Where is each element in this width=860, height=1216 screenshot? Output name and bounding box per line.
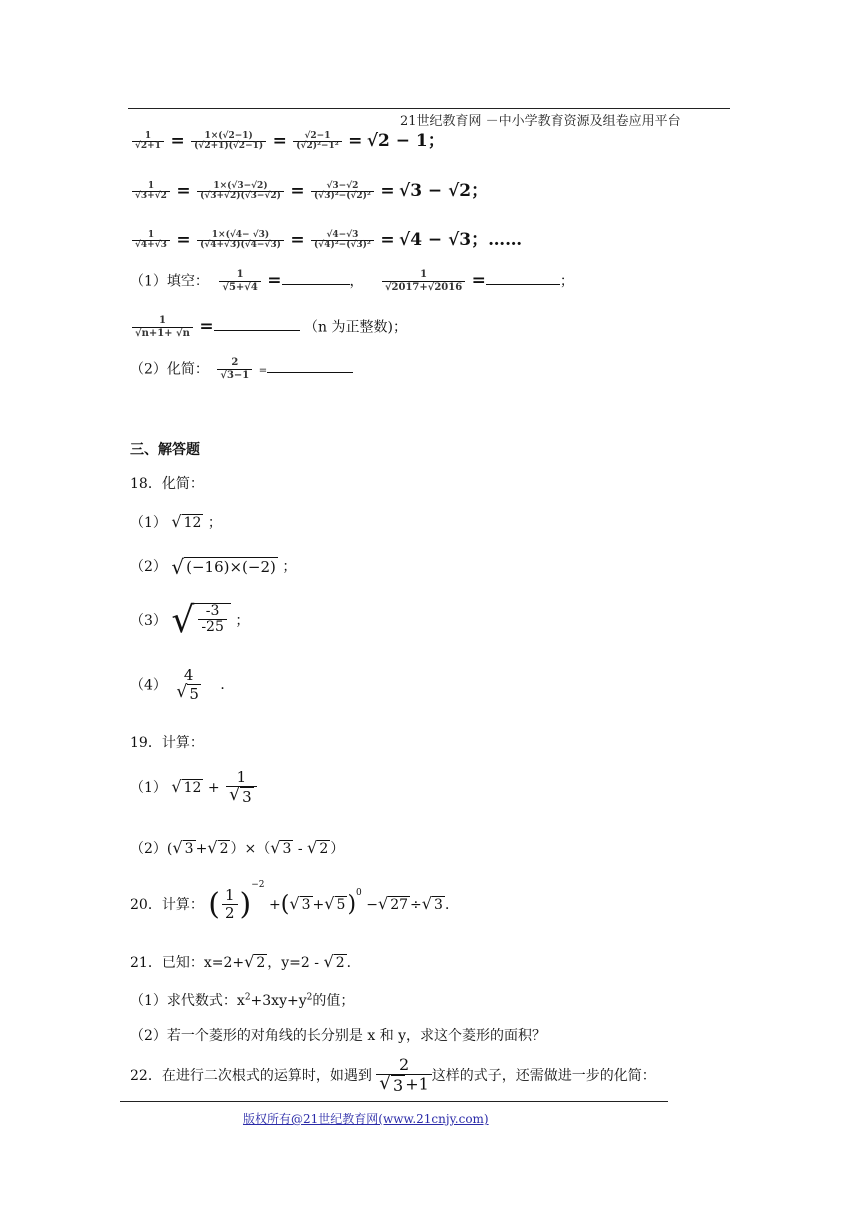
fill-in-line-2: $\frac{1}{√n+1+ √n}$ = （n 为正整数)； xyxy=(130,316,407,339)
fraction: $\frac{√2-1}{\text{(√2)²−1²}}$ xyxy=(293,132,341,152)
simplify-line: （2）化简： $\frac{2}{√3-1}$ = xyxy=(130,358,353,381)
answer-blank[interactable] xyxy=(214,330,300,331)
fraction: $\frac{1}{√2+1}$ xyxy=(132,132,164,152)
example-row-2: $\frac{1}{√3+√2}$ = $\frac{1\times(√3-√2)}{(√3+√2)(√3-√2)}$ = $\frac{√3-√2}{\text{(√3)²−(√2)²}}$ = √3 − √2； xyxy=(130,176,488,202)
q18-title: 18．化简： xyxy=(130,476,204,492)
answer-blank[interactable] xyxy=(267,372,353,373)
radical: √ $\frac{-3}{-25}$ xyxy=(171,603,231,639)
header-text: 21世纪教育网 －中小学教育资源及组卷应用平台 xyxy=(400,114,681,129)
footer-rule xyxy=(120,1101,668,1102)
answer-blank[interactable] xyxy=(486,284,560,285)
q22-text: 22．在进行二次根式的运算时，如遇到 2 √ 3 +1 这样的式子，还需做进一步的化简： xyxy=(130,1055,656,1095)
section-title: 三、解答题 xyxy=(130,442,200,458)
q20-expression: 20．计算： ( $\frac{1}{2}$ )$^{-2}$ +( √ 3 + √ 5 )$^0$ − √ 27 ÷ √ 3 ． xyxy=(130,880,459,923)
result: √4 − √3；…… xyxy=(399,230,523,250)
fraction: $\frac{1\times(√2-1)}{(√2+1)(√2-1)}$ xyxy=(191,132,266,152)
q19-title: 19．计算： xyxy=(130,735,204,751)
q19-part-1: （1） √ 12 + 1 √ 3 xyxy=(130,770,259,806)
footer-link[interactable]: 版权所有@21世纪教育网(www.21cnjy.com) xyxy=(243,1112,489,1126)
q18-part-1: （1） √ 12 ； xyxy=(130,512,222,532)
q19-part-2: （2）( √ 3 + √ 2 ）×（ √ 3 - √ 2 ） xyxy=(130,838,345,858)
fill-in-line-1: （1）填空： $\frac{1}{√5+√4}$ = ， $\frac{1}{√2017+√2016}$ = ； xyxy=(130,269,574,293)
result: √3 − √2； xyxy=(399,181,489,201)
q21-part-1: （1）求代数式：$x^2+3xy+y^2$的值； xyxy=(130,992,355,1009)
radical: √ 12 xyxy=(171,512,202,532)
q21-given: 21．已知：x=2+ √ 2 ，y=2 - √ 2 ． xyxy=(130,952,361,972)
answer-blank[interactable] xyxy=(282,284,350,285)
q21-part-2: （2）若一个菱形的对角线的长分别是 x 和 y，求这个菱形的面积？ xyxy=(130,1028,547,1044)
radical: √ (−16)×(−2) xyxy=(171,555,276,579)
example-row-3: $\frac{1}{√4+√3}$ = $\frac{1\times(√4- √3)}{(√4+√3)(√4-√3)}$ = $\frac{√4-√3}{\text{(√4)²−(√3)²}}$ = √4 − √3；…… xyxy=(130,225,522,251)
result: √2 − 1； xyxy=(366,131,445,151)
q18-part-3: （3） √ $\frac{-3}{-25}$ ； xyxy=(130,600,250,641)
q18-part-2: （2） √ (−16)×(−2) ； xyxy=(130,555,297,579)
example-row-1: $\frac{1}{√2+1}$ = $\frac{1\times(√2-1)}{(√2+1)(√2-1)}$ = $\frac{√2-1}{\text{(√2)²−1²}}$ = √2 − 1； xyxy=(130,126,445,152)
header-rule xyxy=(128,108,730,109)
q18-part-4: （4） 4 √ 5 ． xyxy=(130,666,235,703)
